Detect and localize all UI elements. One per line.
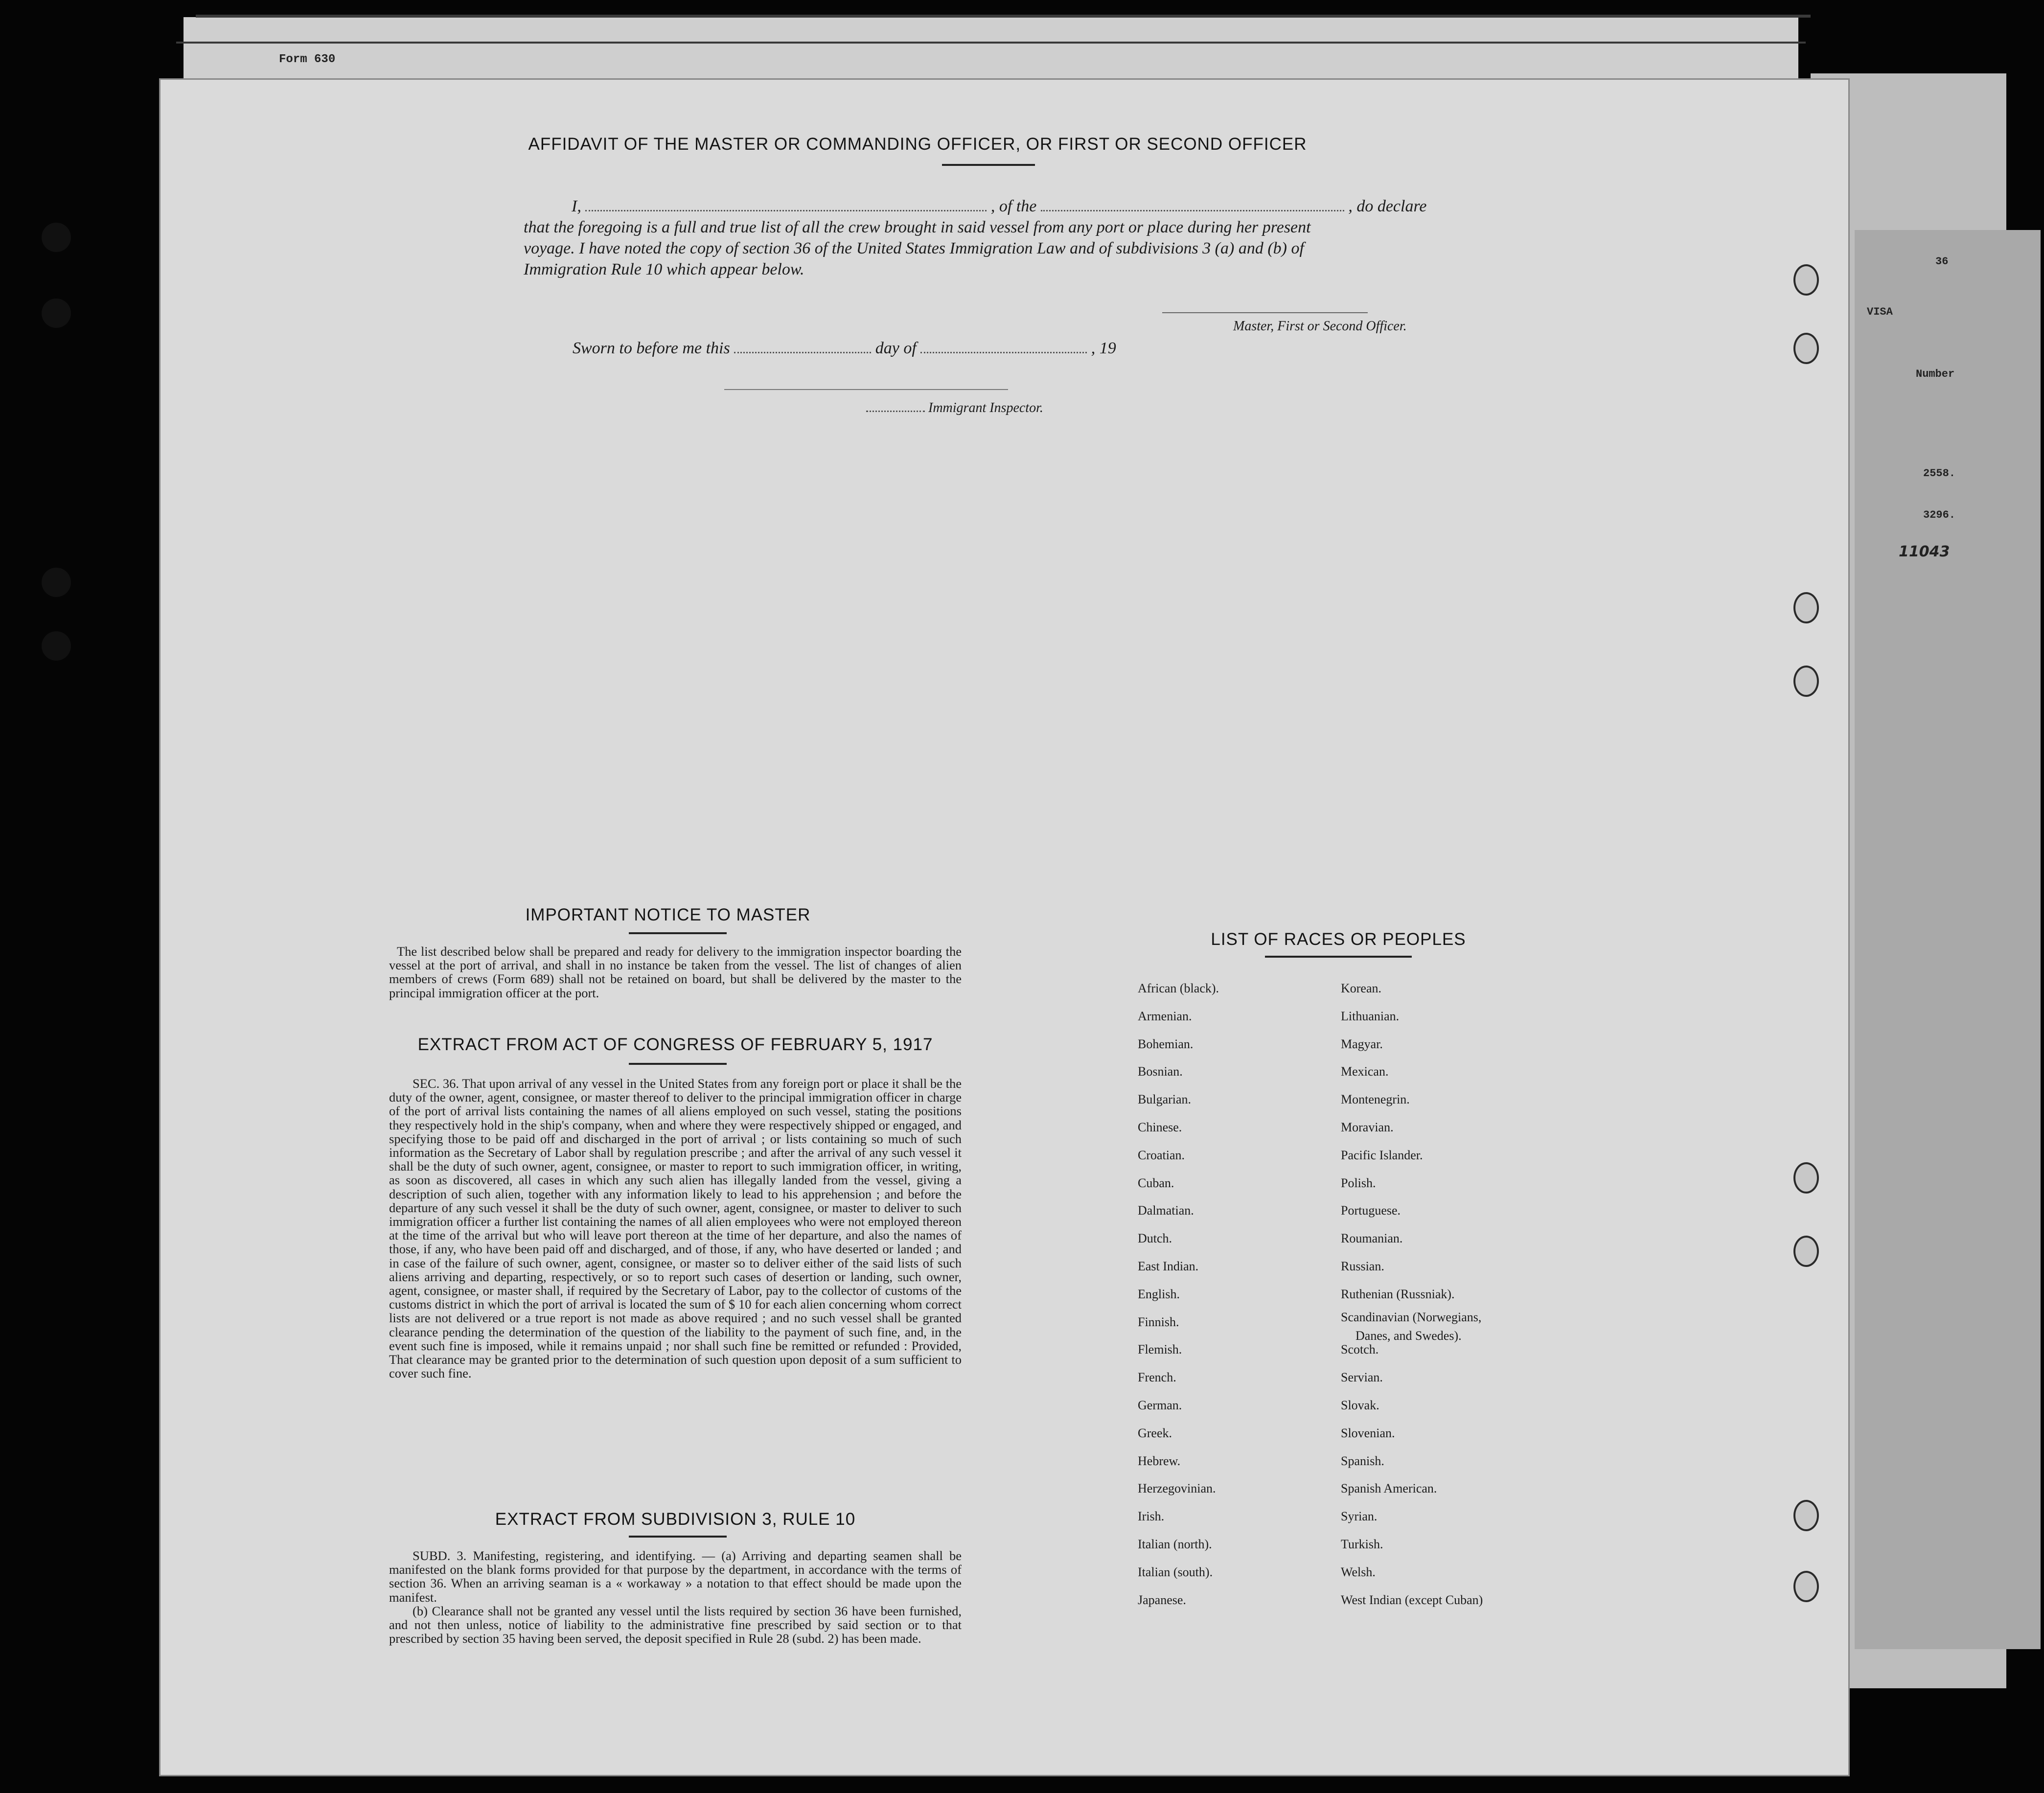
- race-item: Slovak.: [1341, 1398, 1379, 1412]
- punch-hole: [1793, 1571, 1819, 1602]
- side-handwritten-value: 11043: [1899, 543, 1950, 560]
- sheet-edge: [196, 15, 1811, 18]
- race-item: Welsh.: [1341, 1564, 1376, 1579]
- side-col-header: 36: [1935, 255, 1949, 268]
- side-visa: VISA: [1867, 306, 1893, 318]
- race-item: Bosnian.: [1138, 1064, 1183, 1079]
- notice-text: The list described below shall be prepared and ready for delivery to the immigration inspector boarding the vessel at the port of arrival, and shall in no instance be taken from the vessel. The list of changes of alien members of crews (Form 689) shall not be retained on board, but shall be delivered by the master to the principal immigration officer at the port.: [389, 944, 962, 1000]
- inspector-blank: [866, 402, 925, 412]
- notice-title: IMPORTANT NOTICE TO MASTER: [525, 905, 811, 924]
- binder-hole: [42, 631, 71, 661]
- race-item: East Indian.: [1138, 1259, 1199, 1273]
- affidavit-declare: , do declare: [1348, 197, 1427, 215]
- affidavit-title: AFFIDAVIT OF THE MASTER OR COMMANDING OFFICER, OR FIRST OR SECOND OFFICER: [528, 135, 1307, 154]
- race-item: Korean.: [1341, 981, 1382, 995]
- master-signature-line: [1162, 312, 1368, 313]
- inspector-label-text: Immigrant Inspector.: [928, 400, 1043, 415]
- side-value: 3296.: [1923, 509, 1956, 521]
- race-item: Croatian.: [1138, 1148, 1185, 1162]
- sworn-day-blank: [734, 339, 871, 353]
- binder-hole: [42, 223, 71, 252]
- punch-hole: [1793, 333, 1819, 364]
- notice-underline: [629, 932, 727, 934]
- races-underline: [1265, 956, 1412, 958]
- sworn-month-blank: [920, 339, 1087, 353]
- binder-hole: [42, 568, 71, 597]
- rule-underline: [629, 1536, 727, 1538]
- vessel-blank: [1041, 197, 1344, 211]
- rule-title: EXTRACT FROM SUBDIVISION 3, RULE 10: [495, 1510, 856, 1529]
- document-page: [159, 78, 1850, 1776]
- affidavit-line-2: that the foregoing is a full and true list of all the crew brought in said vessel from any port or place during her present: [524, 218, 1311, 236]
- race-item: Dalmatian.: [1138, 1203, 1194, 1218]
- race-item: Flemish.: [1138, 1342, 1182, 1357]
- sheet-edge: [176, 42, 1806, 44]
- sworn-line: [573, 338, 1116, 359]
- race-item: Syrian.: [1341, 1509, 1378, 1524]
- race-item: English.: [1138, 1287, 1180, 1301]
- race-item: Scotch.: [1341, 1342, 1379, 1357]
- race-item: Greek.: [1138, 1425, 1172, 1440]
- binder-hole: [42, 299, 71, 328]
- race-item: Spanish.: [1341, 1453, 1384, 1468]
- race-item: African (black).: [1138, 981, 1219, 995]
- race-item: Bohemian.: [1138, 1036, 1194, 1051]
- punch-hole: [1793, 666, 1819, 697]
- inspector-label: [866, 397, 1043, 418]
- race-item: Russian.: [1341, 1259, 1384, 1273]
- form-label: Form 630: [279, 53, 336, 66]
- race-item: Spanish American.: [1341, 1481, 1437, 1496]
- race-item: Montenegrin.: [1341, 1092, 1410, 1107]
- race-item: Italian (north).: [1138, 1537, 1212, 1551]
- side-number: Number: [1916, 368, 1955, 380]
- race-item: Bulgarian.: [1138, 1092, 1192, 1107]
- inspector-signature-line: [724, 389, 1008, 390]
- race-item: Finnish.: [1138, 1314, 1179, 1329]
- sworn-prefix: Sworn to before me this: [573, 339, 730, 357]
- race-item: Moravian.: [1341, 1120, 1394, 1134]
- race-item: Danes, and Swedes).: [1355, 1328, 1462, 1343]
- sworn-year: , 19: [1091, 339, 1116, 357]
- race-item: Servian.: [1341, 1370, 1383, 1385]
- rule-text: [389, 1549, 962, 1645]
- race-item: Japanese.: [1138, 1592, 1186, 1607]
- race-item: Herzegovinian.: [1138, 1481, 1216, 1496]
- race-item: Portuguese.: [1341, 1203, 1401, 1218]
- race-item: Slovenian.: [1341, 1425, 1395, 1440]
- race-item: French.: [1138, 1370, 1176, 1385]
- race-item: German.: [1138, 1398, 1182, 1412]
- affidavit-line-1: [572, 196, 1629, 217]
- affidavit-of-the: , of the: [990, 197, 1037, 215]
- race-item: West Indian (except Cuban): [1341, 1592, 1483, 1607]
- race-item: Dutch.: [1138, 1231, 1172, 1246]
- race-item: Hebrew.: [1138, 1453, 1181, 1468]
- affidavit-line-4: Immigration Rule 10 which appear below.: [524, 260, 804, 278]
- act-text: SEC. 36. That upon arrival of any vessel in the United States from any foreign port or place it shall be the duty of the owner, agent, consignee, or master thereof to deliver to the principal immigration officer in charge of the port of arrival lists containing the names of all aliens employed on such vessel, stating the positions they respectively hold in the ship's company, when and where they were respectively shipped or engaged, and specifying those to be paid off and discharged in the port of arrival ; or lists containing so much of such information as the Secretary of Labor shall by regulation prescribe ; and after the arrival of any such vessel it shall be the duty of such owner, agent, consignee, or master to report to such immigration officer, in writing, as soon as discovered, all cases in which any such alien has illegally landed from the vessel, giving a description of such alien, together with any information likely to lead to his apprehension ; and before the departure of any such vessel it shall be the duty of such owner, agent, consignee, or master to deliver to such immigration officer a further list containing the names of all alien employees who were not employed thereon at the time of the arrival but who will leave port thereon at the time of her departure, and also the names of those, if any, who have been paid off and discharged, and of those, if any, who have deserted or landed ; and in case of the failure of such owner, agent, consignee, or master so to deliver either of the said lists of such aliens arriving and departing, respectively, or so to report such cases of desertion or landing, such owner, agent, consignee, or master shall, if required by the Secretary of Labor, pay to the collector of customs of the customs district in which the port of arrival is located the sum of $ 10 for each alien concerning whom correct lists are not delivered or a true report is not made as above required ; and no such vessel shall be granted clearance pending the determination of the question of the liability to the payment of such fine, and, in the event such fine is imposed, while it remains unpaid ; nor shall such fine be remitted or refunded : Provided, That clearance may be granted prior to the determination of such question upon deposit of a sum sufficient to cover such fine.: [389, 1076, 962, 1381]
- race-item: Italian (south).: [1138, 1564, 1213, 1579]
- affidavit-i: I,: [572, 197, 581, 215]
- race-item: Cuban.: [1138, 1175, 1174, 1190]
- punch-hole: [1793, 1236, 1819, 1267]
- name-blank: [585, 197, 987, 211]
- punch-hole: [1793, 264, 1819, 296]
- race-item: Ruthenian (Russniak).: [1341, 1287, 1455, 1301]
- race-item: Lithuanian.: [1341, 1009, 1400, 1023]
- race-item: Chinese.: [1138, 1120, 1182, 1134]
- rule-para-a: SUBD. 3. Manifesting, registering, and identifying. — (a) Arriving and departing seamen shall be manifested on the blank forms provided for that purpose by the department, in accordance with the terms of section 36. When an arriving seaman is a « workaway » a notation to that effect should be made upon the manifest.: [389, 1548, 962, 1605]
- race-item: Pacific Islander.: [1341, 1148, 1423, 1162]
- side-value: 2558.: [1923, 467, 1956, 480]
- race-item: Turkish.: [1341, 1537, 1383, 1551]
- race-item: Armenian.: [1138, 1009, 1192, 1023]
- race-item: Irish.: [1138, 1509, 1165, 1524]
- affidavit-line-3: voyage. I have noted the copy of section 36 of the United States Immigration Law and of subdivisions 3 (a) and (b) of: [524, 239, 1304, 257]
- master-signature-label: Master, First or Second Officer.: [1233, 319, 1407, 334]
- race-item: Magyar.: [1341, 1036, 1383, 1051]
- race-item: Polish.: [1341, 1175, 1376, 1190]
- race-item: Scandinavian (Norwegians,: [1341, 1310, 1482, 1324]
- title-underline: [942, 164, 1035, 166]
- punch-hole: [1793, 592, 1819, 623]
- act-underline: [629, 1063, 727, 1065]
- rule-para-b: (b) Clearance shall not be granted any vessel until the lists required by section 36 have been furnished, and not then unless, notice of liability to the administrative fine prescribed by said section or to that prescribed by section 35 having been served, the deposit specified in Rule 28 (subd. 2) has been made.: [389, 1603, 962, 1646]
- race-item: Mexican.: [1341, 1064, 1389, 1079]
- act-title: EXTRACT FROM ACT OF CONGRESS OF FEBRUARY 5, 1917: [417, 1035, 933, 1054]
- side-sheet-lower: [1855, 230, 2041, 1649]
- punch-hole: [1793, 1162, 1819, 1194]
- race-item: Roumanian.: [1341, 1231, 1403, 1246]
- races-title: LIST OF RACES OR PEOPLES: [1211, 930, 1466, 949]
- sworn-day-of: day of: [875, 339, 917, 357]
- punch-hole: [1793, 1500, 1819, 1531]
